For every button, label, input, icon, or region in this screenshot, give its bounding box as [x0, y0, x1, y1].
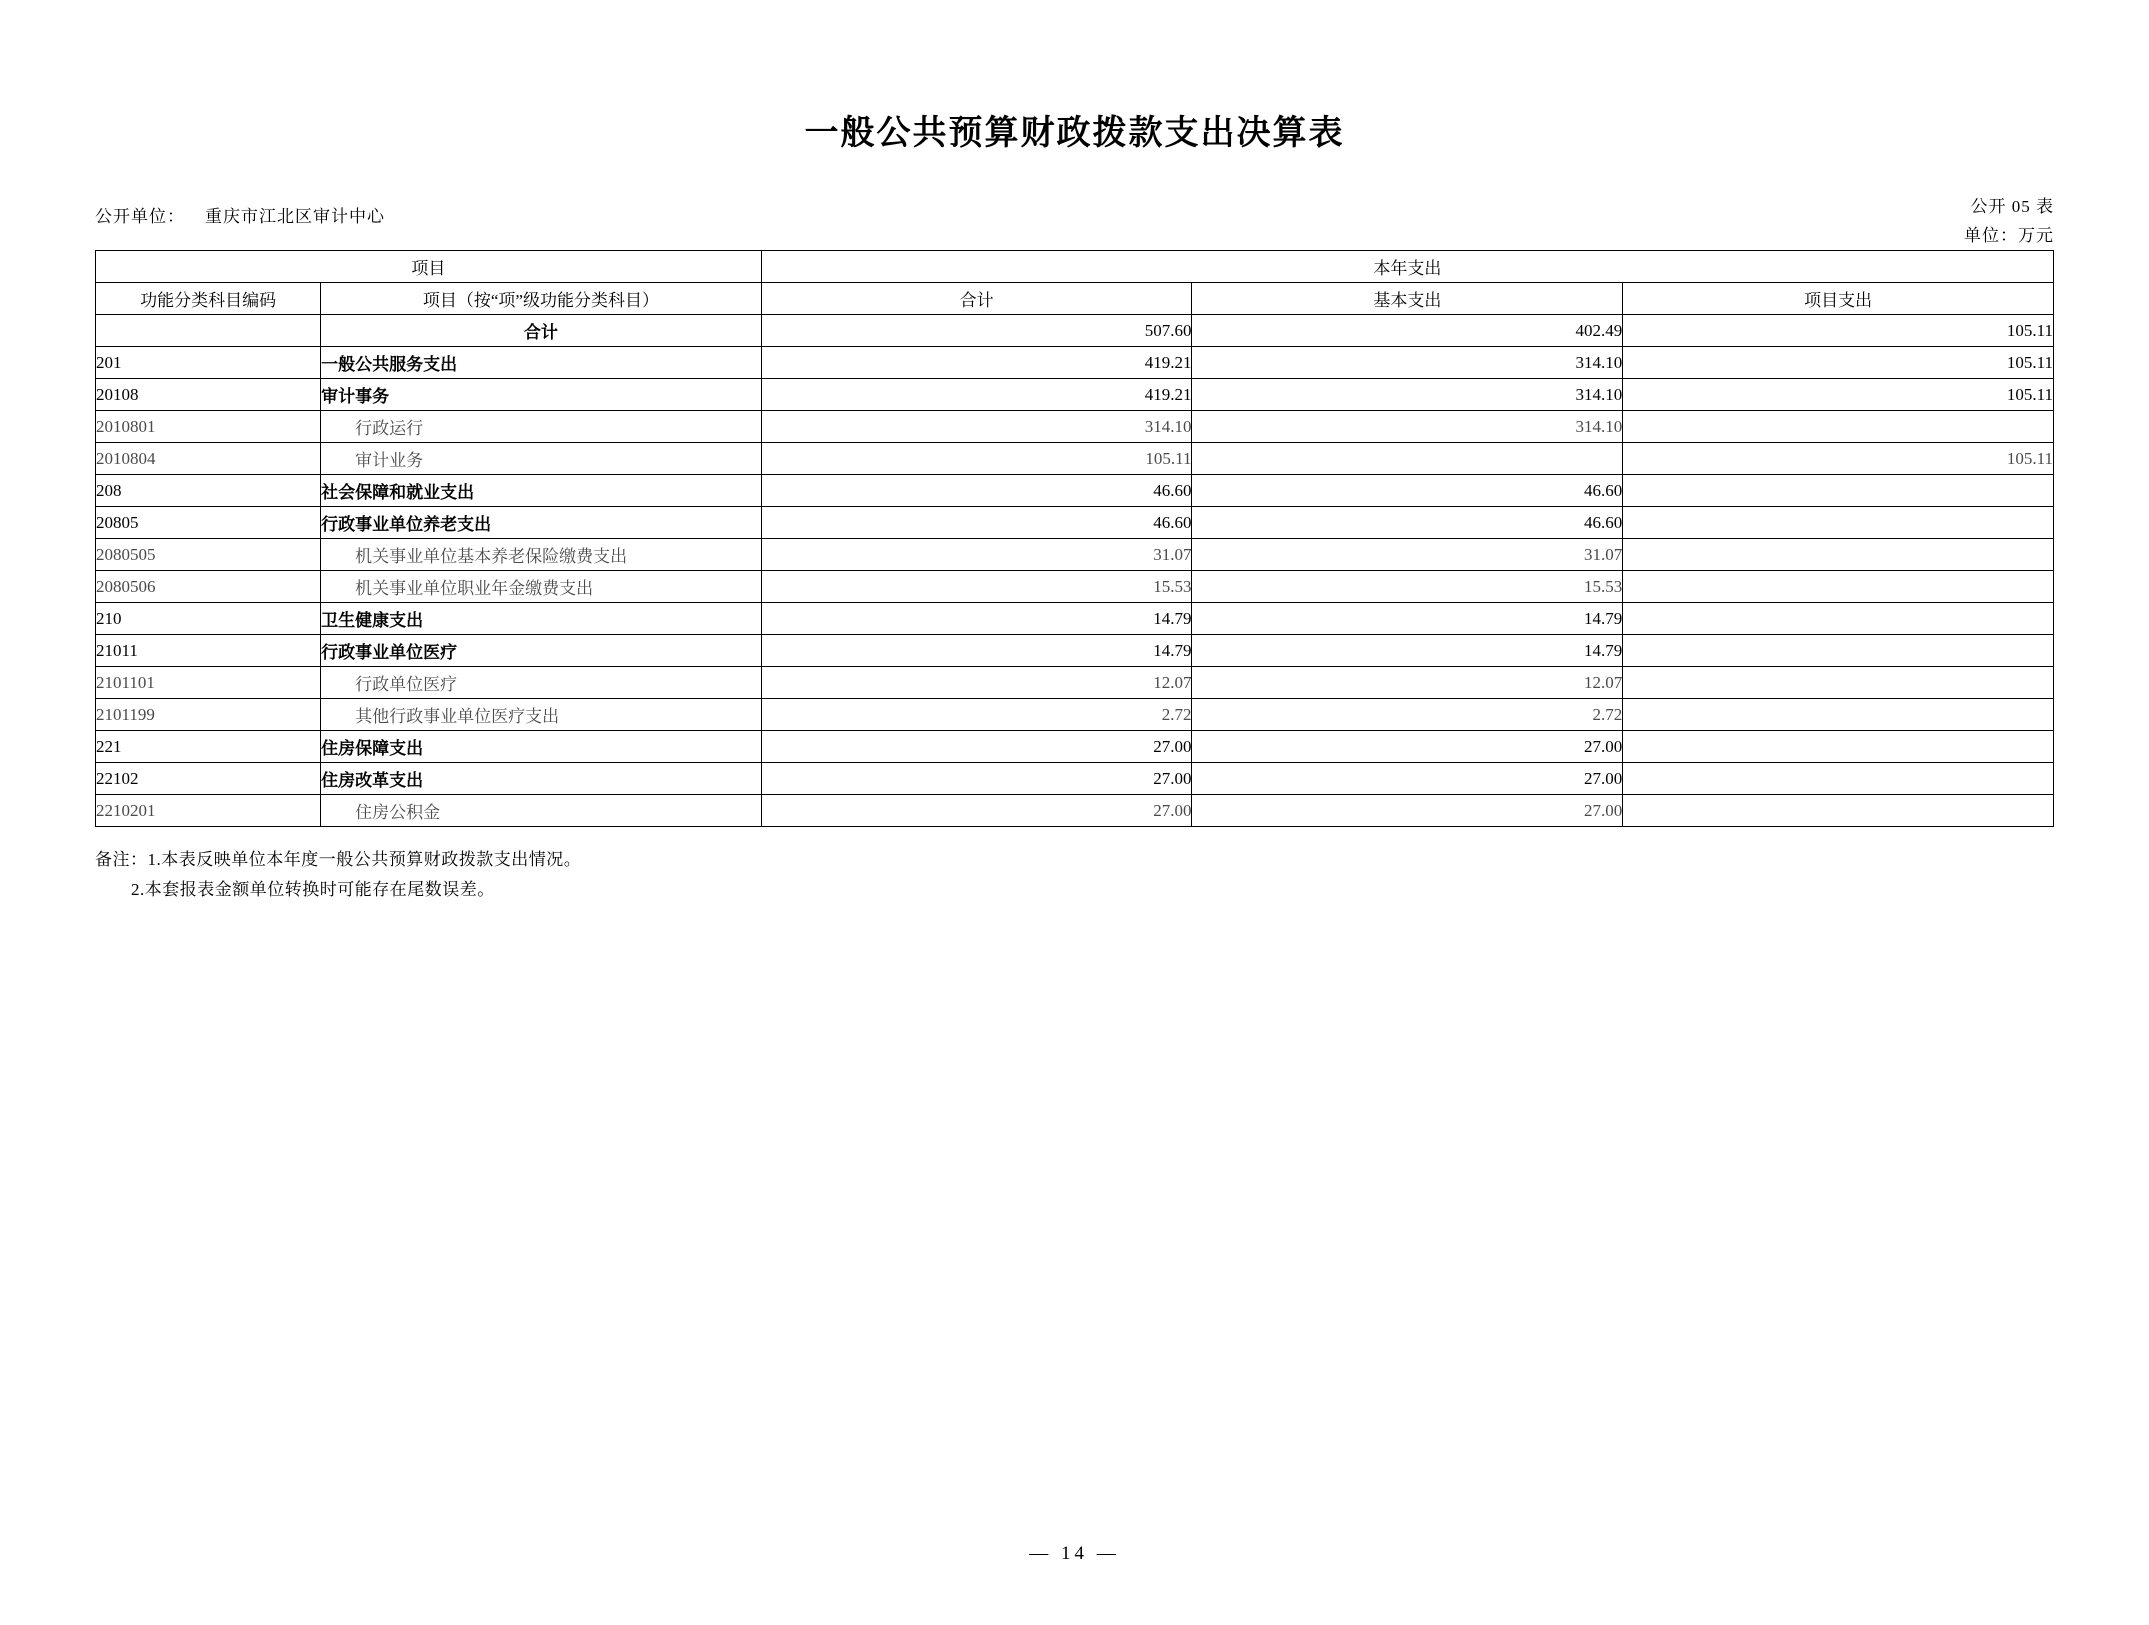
cell-code: 221 [96, 731, 321, 763]
cell-project [1623, 795, 2054, 827]
cell-total: 27.00 [761, 795, 1192, 827]
column-header-item: 项目（按“项”级功能分类科目） [321, 283, 762, 315]
table-body [96, 315, 2054, 827]
cell-total: 314.10 [761, 411, 1192, 443]
table-row [96, 475, 2054, 507]
cell-basic: 15.53 [1192, 571, 1623, 603]
cell-total: 27.00 [761, 763, 1192, 795]
cell-item: 其他行政事业单位医疗支出 [321, 699, 762, 731]
cell-code: 2101199 [96, 699, 321, 731]
cell-total: 2.72 [761, 699, 1192, 731]
cell-item: 机关事业单位职业年金缴费支出 [321, 571, 762, 603]
column-header-project: 项目支出 [1623, 283, 2054, 315]
publishing-unit-label: 公开单位： [95, 207, 185, 226]
cell-code: 201 [96, 347, 321, 379]
table-notes [95, 845, 2054, 905]
cell-project [1623, 731, 2054, 763]
column-header-total: 合计 [761, 283, 1192, 315]
cell-basic: 14.79 [1192, 635, 1623, 667]
cell-project [1623, 475, 2054, 507]
table-row [96, 699, 2054, 731]
form-number: 公开 05 表 [1970, 197, 2054, 216]
cell-basic [1192, 443, 1623, 475]
table-head [96, 251, 2054, 315]
table-row [96, 603, 2054, 635]
cell-code: 208 [96, 475, 321, 507]
cell-total: 15.53 [761, 571, 1192, 603]
cell-item: 卫生健康支出 [321, 603, 762, 635]
form-meta [1964, 192, 2054, 250]
page-title: 一般公共预算财政拨款支出决算表 [804, 115, 1345, 152]
cell-code: 2080506 [96, 571, 321, 603]
cell-project: 105.11 [1623, 443, 2054, 475]
cell-basic: 46.60 [1192, 475, 1623, 507]
header-group-current-year-expenditure: 本年支出 [761, 251, 2053, 283]
cell-item: 合计 [321, 315, 762, 347]
column-header-basic: 基本支出 [1192, 283, 1623, 315]
cell-project [1623, 699, 2054, 731]
cell-code: 2010804 [96, 443, 321, 475]
cell-project [1623, 539, 2054, 571]
cell-item: 一般公共服务支出 [321, 347, 762, 379]
cell-item: 住房保障支出 [321, 731, 762, 763]
cell-basic: 402.49 [1192, 315, 1623, 347]
meta-row [95, 192, 2054, 250]
table-row [96, 539, 2054, 571]
cell-item: 行政事业单位医疗 [321, 635, 762, 667]
document-page [0, 105, 2149, 1625]
cell-project [1623, 603, 2054, 635]
note-line-1: 备注：1.本表反映单位本年度一般公共预算财政拨款支出情况。 [95, 850, 582, 869]
cell-project: 105.11 [1623, 347, 2054, 379]
cell-basic: 14.79 [1192, 603, 1623, 635]
publishing-unit-name: 重庆市江北区审计中心 [205, 207, 385, 226]
cell-code: 2080505 [96, 539, 321, 571]
table-row [96, 635, 2054, 667]
page-number: — 14 — [1029, 1543, 1120, 1564]
cell-item: 行政运行 [321, 411, 762, 443]
cell-basic: 12.07 [1192, 667, 1623, 699]
cell-project: 105.11 [1623, 379, 2054, 411]
cell-total: 31.07 [761, 539, 1192, 571]
cell-total: 507.60 [761, 315, 1192, 347]
cell-project: 105.11 [1623, 315, 2054, 347]
budget-table [95, 250, 2054, 827]
cell-basic: 27.00 [1192, 731, 1623, 763]
table-row [96, 571, 2054, 603]
cell-basic: 31.07 [1192, 539, 1623, 571]
cell-total: 14.79 [761, 603, 1192, 635]
cell-code: 210 [96, 603, 321, 635]
cell-total: 46.60 [761, 507, 1192, 539]
cell-total: 27.00 [761, 731, 1192, 763]
header-group-project: 项目 [96, 251, 762, 283]
cell-code [96, 315, 321, 347]
cell-total: 105.11 [761, 443, 1192, 475]
cell-item: 行政单位医疗 [321, 667, 762, 699]
cell-item: 审计业务 [321, 443, 762, 475]
cell-basic: 27.00 [1192, 795, 1623, 827]
cell-code: 21011 [96, 635, 321, 667]
table-row [96, 379, 2054, 411]
table-row [96, 347, 2054, 379]
cell-item: 社会保障和就业支出 [321, 475, 762, 507]
cell-total: 419.21 [761, 379, 1192, 411]
table-row [96, 507, 2054, 539]
cell-code: 20108 [96, 379, 321, 411]
table-row [96, 795, 2054, 827]
cell-item: 审计事务 [321, 379, 762, 411]
table-group-header-row [96, 251, 2054, 283]
table-row [96, 763, 2054, 795]
cell-item: 行政事业单位养老支出 [321, 507, 762, 539]
cell-code: 20805 [96, 507, 321, 539]
cell-code: 2101101 [96, 667, 321, 699]
cell-basic: 314.10 [1192, 411, 1623, 443]
table-row [96, 667, 2054, 699]
cell-basic: 314.10 [1192, 347, 1623, 379]
publishing-unit [95, 202, 385, 227]
cell-code: 2010801 [96, 411, 321, 443]
cell-project [1623, 507, 2054, 539]
table-row [96, 411, 2054, 443]
cell-project [1623, 667, 2054, 699]
cell-total: 14.79 [761, 635, 1192, 667]
table-row [96, 315, 2054, 347]
cell-total: 12.07 [761, 667, 1192, 699]
cell-basic: 314.10 [1192, 379, 1623, 411]
table-row [96, 731, 2054, 763]
cell-basic: 27.00 [1192, 763, 1623, 795]
cell-item: 机关事业单位基本养老保险缴费支出 [321, 539, 762, 571]
cell-basic: 46.60 [1192, 507, 1623, 539]
cell-basic: 2.72 [1192, 699, 1623, 731]
cell-project [1623, 411, 2054, 443]
cell-code: 22102 [96, 763, 321, 795]
column-header-code: 功能分类科目编码 [96, 283, 321, 315]
table-row [96, 443, 2054, 475]
cell-project [1623, 763, 2054, 795]
cell-code: 2210201 [96, 795, 321, 827]
cell-total: 419.21 [761, 347, 1192, 379]
cell-total: 46.60 [761, 475, 1192, 507]
note-line-2: 2.本套报表金额单位转换时可能存在尾数误差。 [131, 880, 495, 899]
cell-item: 住房改革支出 [321, 763, 762, 795]
cell-project [1623, 571, 2054, 603]
cell-item: 住房公积金 [321, 795, 762, 827]
unit-of-measure: 单位：万元 [1964, 226, 2054, 245]
table-column-header-row [96, 283, 2054, 315]
cell-project [1623, 635, 2054, 667]
